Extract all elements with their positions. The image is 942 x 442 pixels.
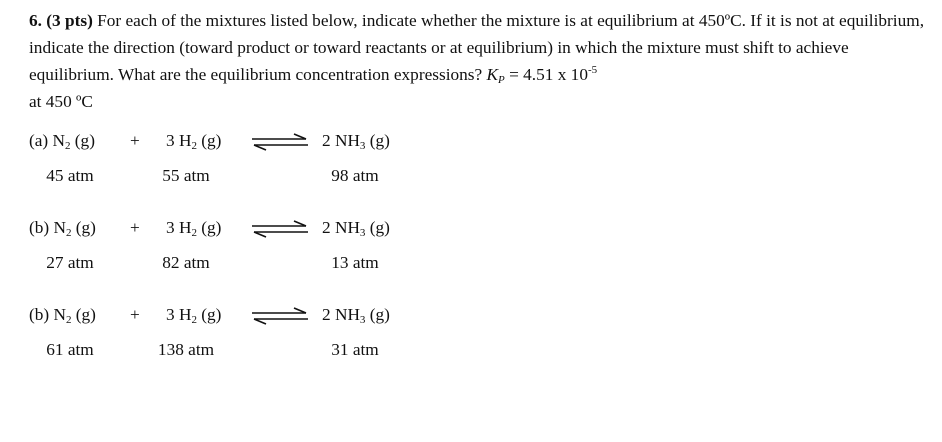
pressure-nh3: 98 atm	[331, 166, 379, 185]
reactant-n2: (b) $N_2$ (g)	[29, 305, 96, 326]
question-paragraph	[29, 7, 929, 115]
question-text: For each of the mixtures listed below, indicate whether the mixture is at equilibrium at 450ºC. If it is not at equilibrium, indicate the direction (toward product or toward reactants or at equilibrium) in which the mixture must shift to achieve equilibrium. What are the equilibrium concentration expressions?	[29, 11, 925, 84]
kp-subscript: P	[498, 74, 505, 86]
question-number: 6.	[29, 11, 42, 30]
pressure-n2: 61 atm	[46, 340, 94, 359]
question-points: (3 pts)	[46, 11, 93, 30]
pressure-h2: 82 atm	[162, 253, 210, 272]
product-nh3: 2 $NH_3$ (g)	[322, 131, 390, 152]
kp-exponent: -5	[587, 64, 598, 76]
plus-sign: +	[130, 131, 140, 150]
equilibrium-arrow-icon	[250, 307, 310, 325]
pressure-n2: 27 atm	[46, 253, 94, 272]
pressure-nh3: 31 atm	[331, 340, 379, 359]
reactant-h2: 3 $H_2$ (g)	[166, 131, 222, 152]
plus-sign: +	[130, 305, 140, 324]
pressure-h2: 138 atm	[157, 340, 215, 359]
equilibrium-arrow-icon	[250, 220, 310, 238]
product-nh3: 2 $NH_3$ (g)	[322, 305, 390, 326]
equation-b	[0, 218, 942, 278]
kp-value: = 4.51 x 10	[504, 65, 588, 84]
equation-c	[0, 305, 942, 365]
reactant-h2: 3 $H_2$ (g)	[166, 218, 222, 239]
plus-sign: +	[130, 218, 140, 237]
pressure-h2: 55 atm	[162, 166, 210, 185]
pressure-nh3: 13 atm	[331, 253, 379, 272]
reactant-n2: (b) $N_2$ (g)	[29, 218, 96, 239]
question-temperature: at 450 ºC	[29, 92, 93, 111]
kp-symbol: $K_P$	[486, 65, 505, 86]
product-nh3: 2 $NH_3$ (g)	[322, 218, 390, 239]
equilibrium-arrow-icon	[250, 133, 310, 151]
reactant-h2: 3 $H_2$ (g)	[166, 305, 222, 326]
equation-a	[0, 131, 942, 191]
pressure-n2: 45 atm	[46, 166, 94, 185]
reactant-n2: (a) $N_2$ (g)	[29, 131, 95, 152]
